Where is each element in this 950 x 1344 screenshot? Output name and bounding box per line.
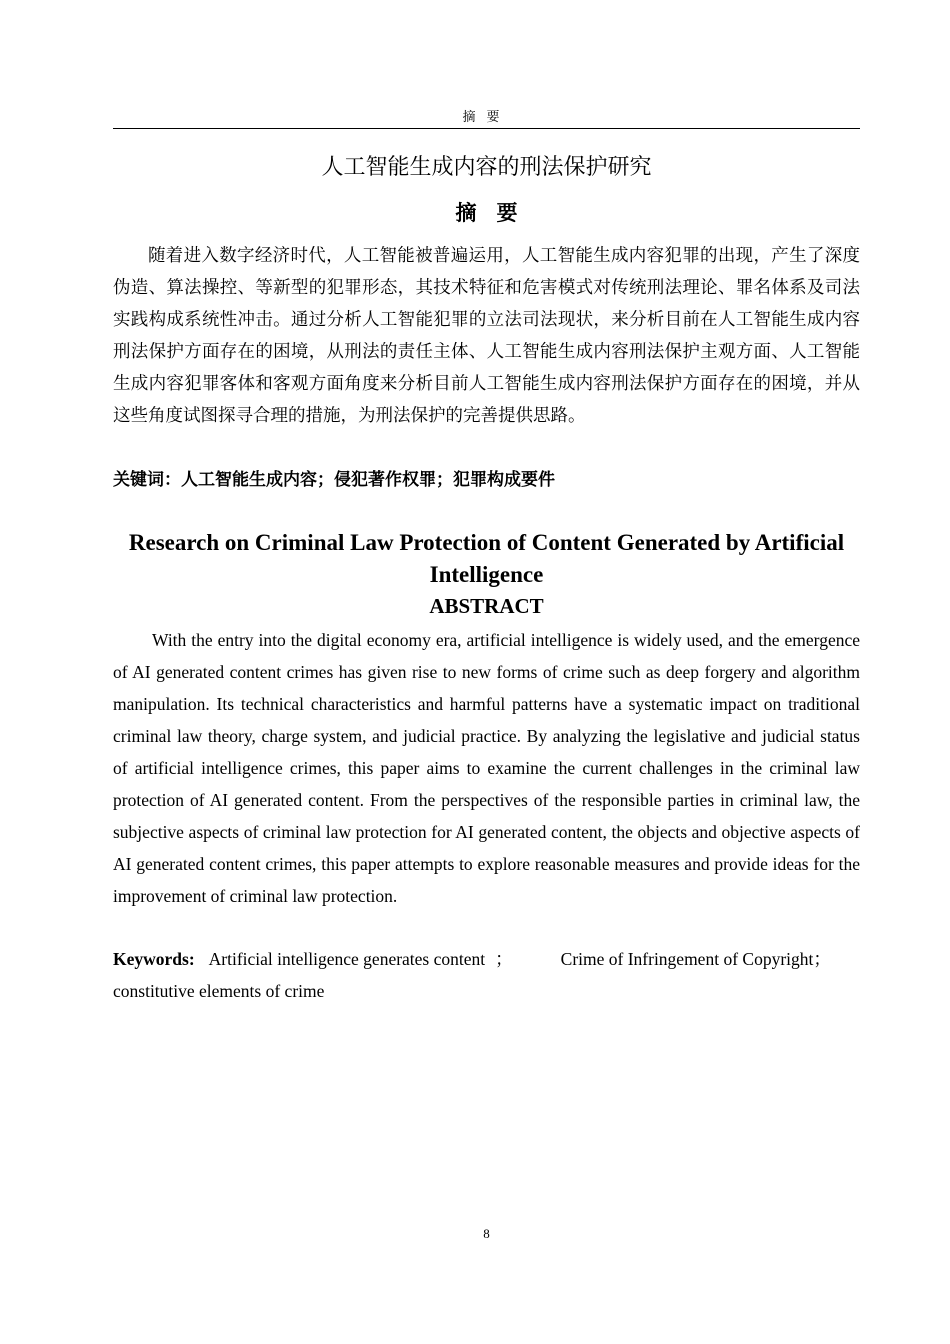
english-abstract-heading: ABSTRACT xyxy=(429,594,544,618)
keyword-1: Artificial intelligence generates content xyxy=(208,949,486,969)
page-number: 8 xyxy=(483,1226,490,1241)
keyword-separator-2: ； xyxy=(813,949,831,969)
header-rule xyxy=(113,128,860,129)
keyword-3: constitutive elements of crime xyxy=(113,981,325,1001)
chinese-title: 人工智能生成内容的刑法保护研究 xyxy=(321,155,652,180)
english-keywords-label: Keywords: xyxy=(113,949,195,969)
chinese-abstract-heading: 摘要 xyxy=(455,201,538,225)
running-header: 摘要 xyxy=(462,110,511,125)
chinese-keywords: 关键词：人工智能生成内容；侵犯著作权罪；犯罪构成要件 xyxy=(113,470,555,490)
keyword-2: Crime of Infringement of Copyright xyxy=(560,949,814,969)
english-keywords xyxy=(113,943,860,1007)
keyword-separator-1: ； xyxy=(495,949,513,969)
chinese-abstract-body: 随着进入数字经济时代，人工智能被普遍运用，人工智能生成内容犯罪的出现，产生了深度伪造、算法操控、等新型的犯罪形态，其技术特征和危害模式对传统刑法理论、罪名体系及司法实践构成系统性冲击。通过分析人工智能犯罪的立法司法现状，来分析目前在人工智能生成内容刑法保护方面存在的困境，从刑法的责任主体、人工智能生成内容刑法保护主观方面、人工智能生成内容犯罪客体和客观方面角度来分析目前人工智能生成内容刑法保护方面存在的困境，并从这些角度试图探寻合理的措施，为刑法保护的完善提供思路。 xyxy=(113,246,860,426)
english-title: Research on Criminal Law Protection of Content Generated by Artificial Intelligence xyxy=(128,530,845,587)
english-abstract-body: With the entry into the digital economy era, artificial intelligence is widely used, and the emergence of AI generated content crimes has given rise to new forms of crime such as deep forgery and algorithm manipulation. Its technical characteristics and harmful patterns have a systematic impact on traditional criminal law theory, charge system, and judicial practice. By analyzing the legislative and judicial status of artificial intelligence crimes, this paper aims to examine the current challenges in the criminal law protection of AI generated content. From the perspectives of the responsible parties in criminal law, the subjective aspects of criminal law protection for AI generated content, the objects and objective aspects of AI generated content crimes, this paper attempts to explore reasonable measures and provide ideas for the improvement of criminal law protection. xyxy=(113,630,860,906)
